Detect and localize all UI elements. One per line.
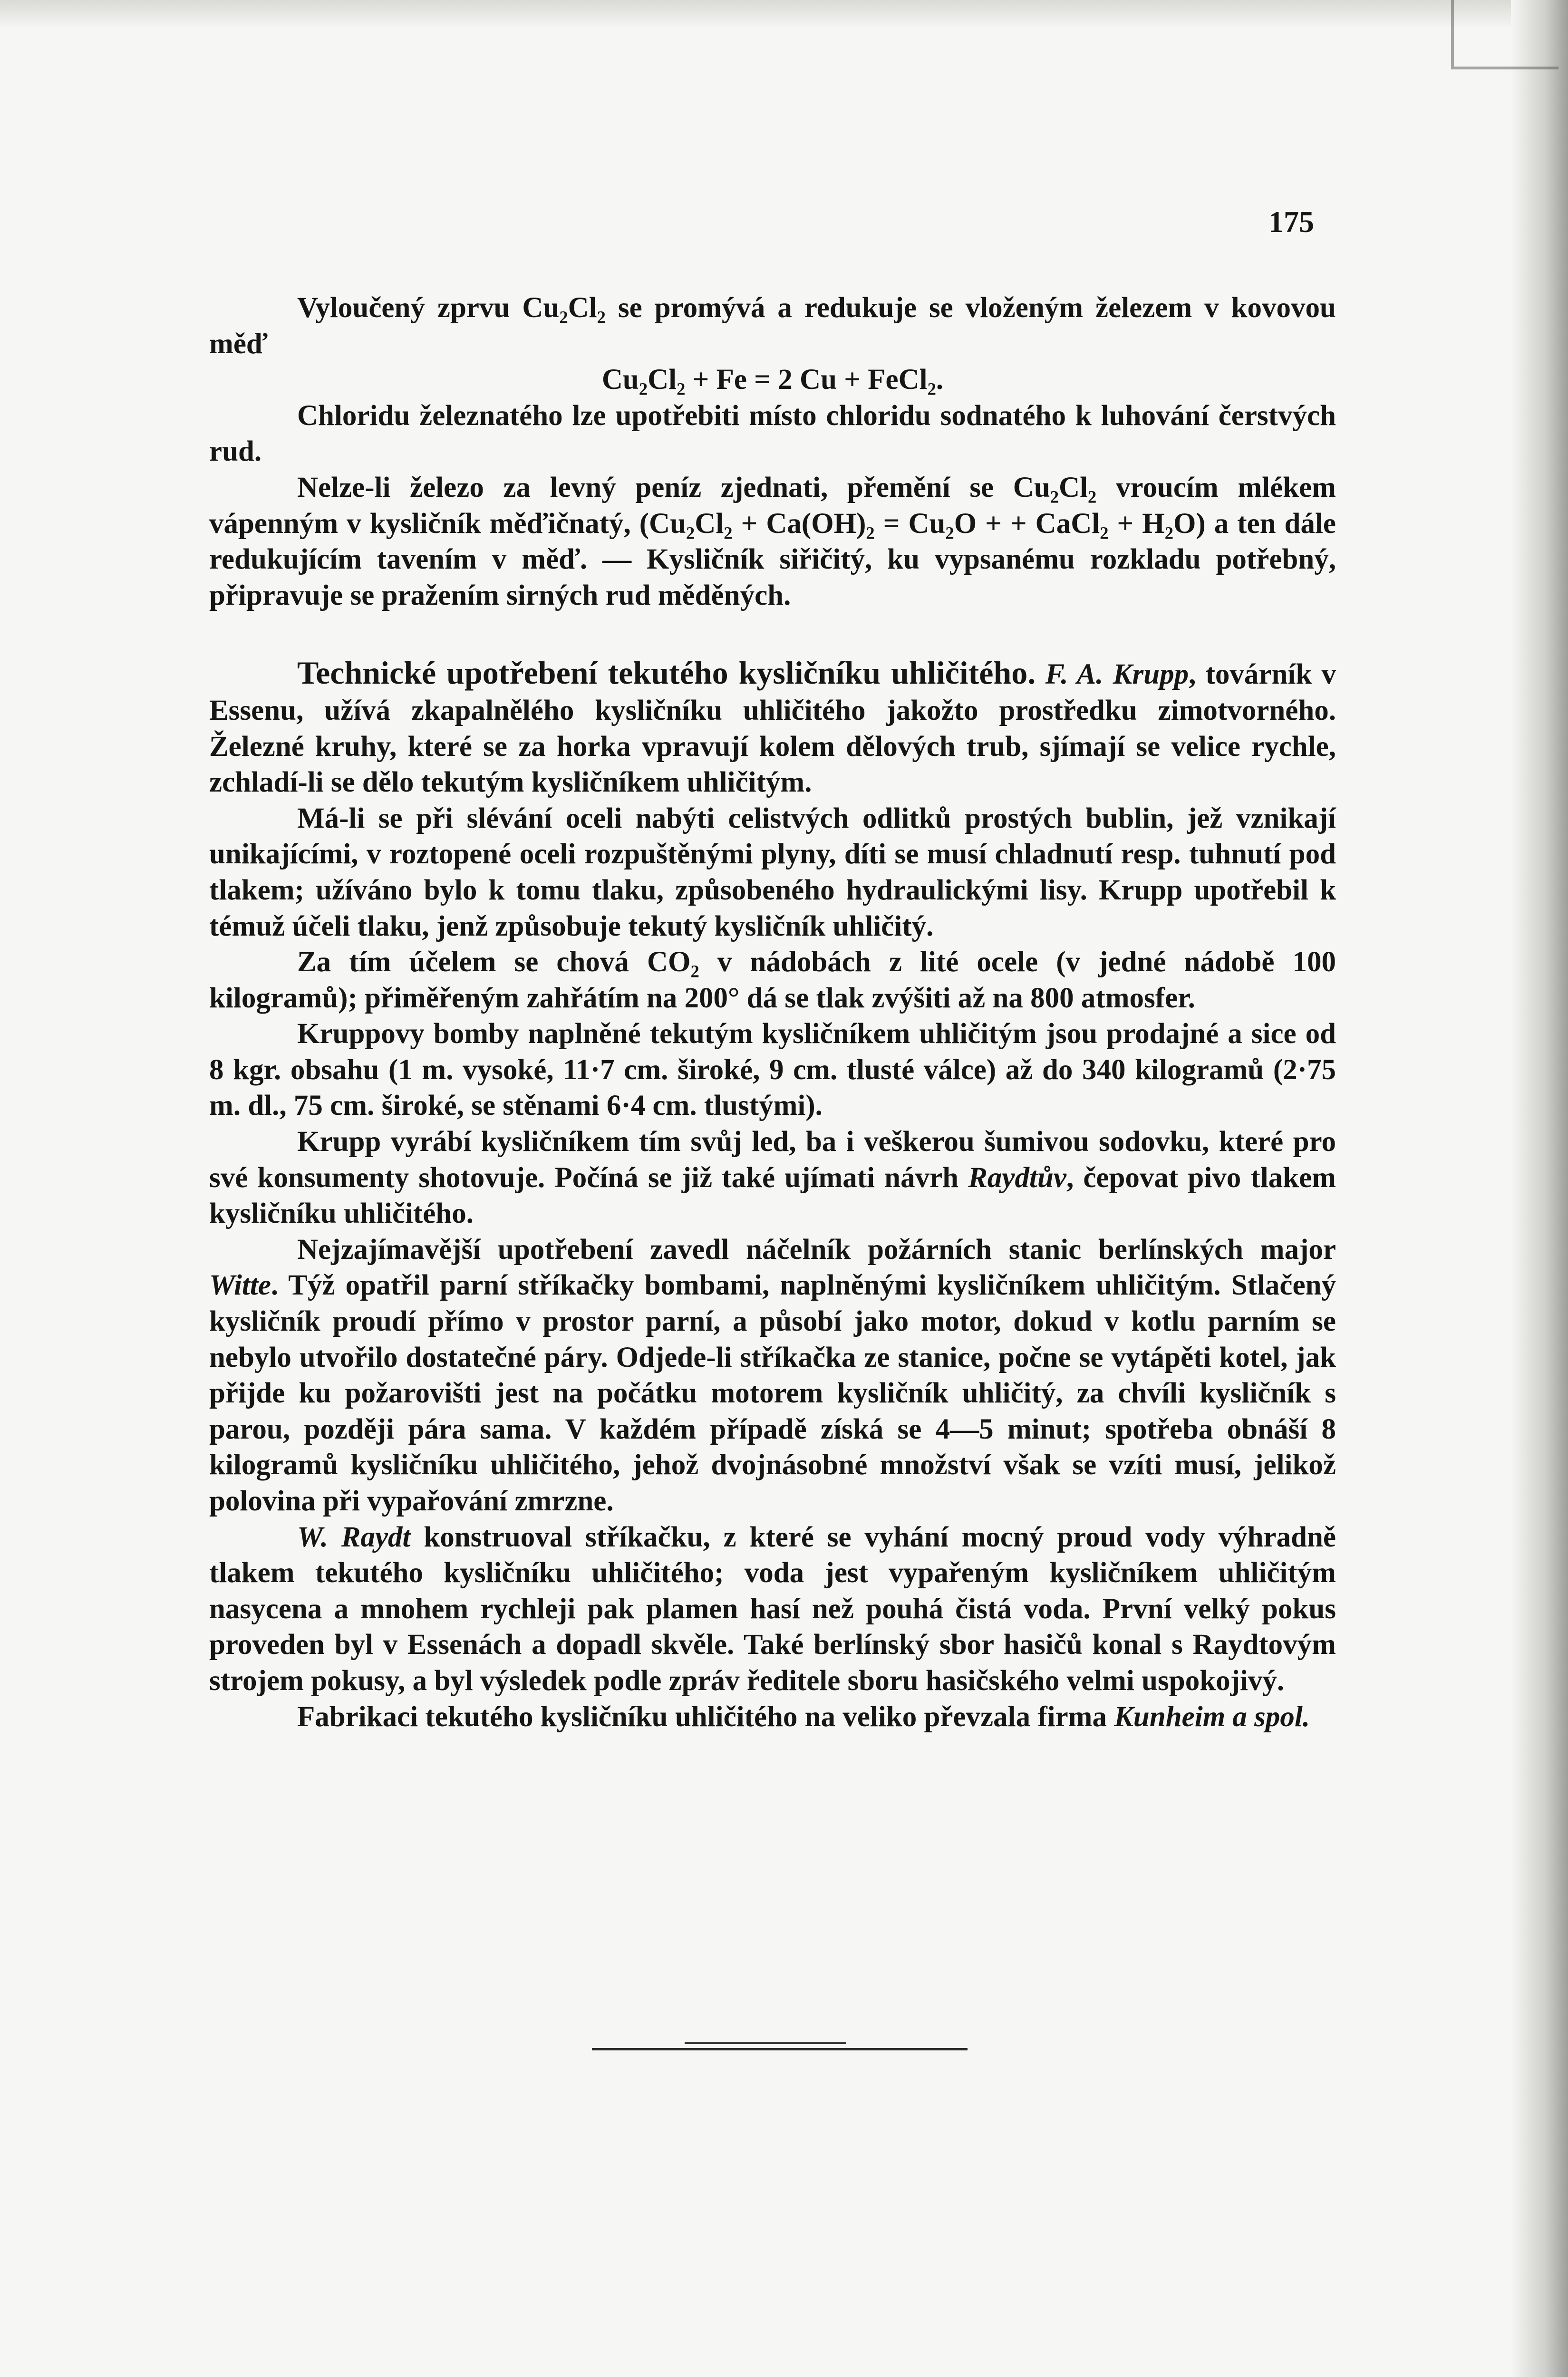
heading-title: Technické upotřebení tekutého kysličníku uhličitého. xyxy=(297,655,1036,691)
page-edge-top xyxy=(0,0,1568,29)
paragraph-5: Za tím účelem se chová CO₂ v nádobách z lité ocele (v jedné nádobě 100 kilogramů); přiměřeným zahřátím na 200° dá se tlak zvýšiti až na 800 atmosfer. xyxy=(209,946,1336,1014)
formula: Cu₂Cl₂ + Fe = 2 Cu + FeCl₂. xyxy=(601,364,944,396)
paragraph-6: Kruppovy bomby naplněné tekutým kysličníkem uhličitým jsou prodajné a sice od 8 kgr. obsahu (1 m. vysoké, 11·7 cm. široké, 9 cm. tlusté válce) až do 340 kilogramů (2·75 m. dl., 75 cm. široké, se stěnami 6·4 cm. tlustými). xyxy=(209,1018,1336,1122)
heading-text: , továrník v Essenu, užívá zkapalnělého kysličníku uhličitého jakožto prostředku zimotvorného. Železné kruhy, které se za horka vpravují kolem dělových trub, sjímají se velice rychle, zchladí-li se dělo tekutým kysličníkem uhličitým. xyxy=(209,658,1336,799)
paragraph-7-text-b: , čepovat pivo tlakem kysličníku uhličitého. xyxy=(209,1161,1336,1230)
paragraph-10-text: Fabrikaci tekutého kysličníku uhličitého na veliko převzala firma xyxy=(297,1701,1114,1733)
paragraph-7 xyxy=(209,1124,1336,1232)
paragraph-7-text-a: Krupp vyrábí kysličníkem tím svůj led, ba i veškerou šumivou sodovku, které pro své konsumenty shotovuje. Počíná se již také ujímati návrh xyxy=(209,1126,1336,1194)
paragraph-8 xyxy=(209,1232,1336,1519)
paragraph-9-name: W. Raydt xyxy=(297,1521,411,1553)
corner-mark xyxy=(1451,0,1558,69)
end-rule-short xyxy=(685,2042,846,2044)
text-block xyxy=(209,290,1336,1735)
paragraph-1: Vyloučený zprvu Cu₂Cl₂ se promývá a redukuje se vloženým železem v kovovou měď xyxy=(209,292,1336,360)
paragraph-2: Chloridu železnatého lze upotřebiti místo chloridu sodnatého k luhování čerstvých rud. xyxy=(209,399,1336,468)
paragraph-10-name: Kunheim a spol. xyxy=(1114,1701,1310,1733)
paragraph-7-name: Raydtův xyxy=(968,1161,1066,1194)
paragraph-4: Má-li se při slévání oceli nabýti celistvých odlitků prostých bublin, jež vznikají unikajícími, v roztopené oceli rozpuštěnými plyny, díti se musí chladnutí resp. tuhnutí pod tlakem; užíváno bylo k tomu tlaku, způsobeného hydraulickými lisy. Krupp upotřebil k témuž účeli tlaku, jenž způsobuje tekutý kysličník uhličitý. xyxy=(209,802,1336,942)
paragraph-8-text-a: Nejzajímavější upotřebení zavedl náčelník požárních stanic berlínských major xyxy=(297,1233,1336,1266)
paragraph-8-text-b: . Týž opatřil parní stříkačky bombami, naplněnými kysličníkem uhličitým. Stlačený kysličník proudí přímo v prostor parní, a působí jako motor, dokud v kotlu parním se nebylo utvořilo dostatečné páry. Odjede-li stříkačka ze stanice, počne se vytápěti kotel, jak přijde ku požarovišti jest na počátku motorem kysličník uhličitý, za chvíli kysličník s parou, později pára sama. V každém případě získá se 4—5 minut; spotřeba obnáší 8 kilogramů kysličníku uhličitého, jehož dvojnásobné množství však se vzíti musí, jelikož polovina při vypařování zmrzne. xyxy=(209,1269,1336,1517)
paragraph-9-text: konstruoval stříkačku, z které se vyhání mocný proud vody výhradně tlakem tekutého kysličníku uhličitého; voda jest vypařeným kysličníkem uhličitým nasycena a mnohem rychleji pak plamen hasí než pouhá čistá voda. První velký pokus proveden byl v Essenách a dopadl skvěle. Také berlínský sbor hasičů konal s Raydtovým strojem pokusy, a byl výsledek podle zpráv ředitele sboru hasičského velmi uspokojivý. xyxy=(209,1521,1336,1697)
heading-author-name: Krupp xyxy=(1113,658,1189,691)
paragraph-3: Nelze-li železo za levný peníz zjednati, přemění se Cu₂Cl₂ vroucím mlékem vápenným v kysličník měďičnatý, (Cu₂Cl₂ + Ca(OH)₂ = Cu₂O + + CaCl₂ + H₂O) a ten dále redukujícím tavením v měď. — Kysličník siřičitý, ku vypsanému rozkladu potřebný, připravuje se pražením sirných rud měděných. xyxy=(209,471,1336,611)
paragraph-8-name: Witte xyxy=(209,1269,271,1302)
page-number: 175 xyxy=(1268,205,1314,239)
page-edge-right xyxy=(1511,0,1568,2377)
heading-author-initials: F. A. xyxy=(1045,658,1103,691)
paragraph-10 xyxy=(209,1699,1336,1735)
end-rule-long xyxy=(592,2048,968,2050)
paragraph-9 xyxy=(209,1519,1336,1699)
section-heading xyxy=(209,655,1336,800)
